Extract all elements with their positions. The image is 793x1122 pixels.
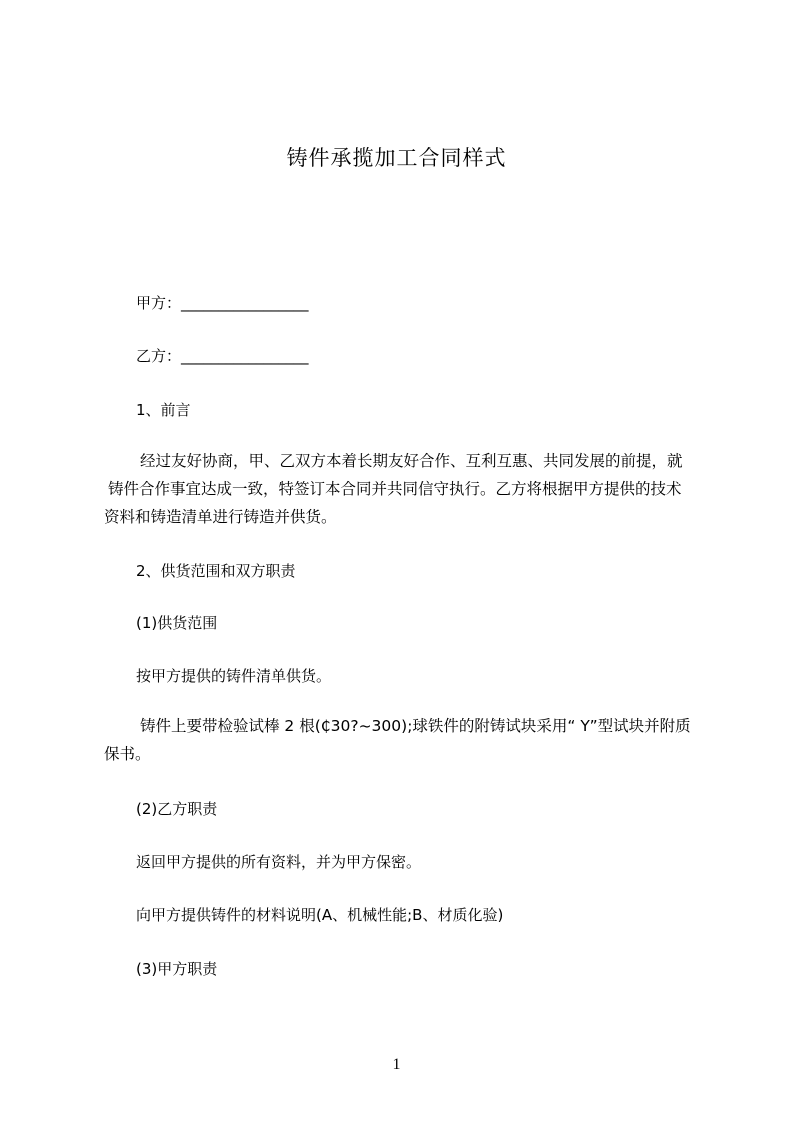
- paragraph-line: 铸件合作事宜达成一致，特签订本合同并共同信守执行。乙方将根据甲方提供的技术: [108, 480, 682, 498]
- party-b-duty-line-1: 返回甲方提供的所有资料，并为甲方保密。: [136, 853, 422, 871]
- page-number: 1: [392, 1056, 401, 1073]
- party-a-line: 甲方：_________________: [136, 294, 309, 312]
- party-b-duty-line-2: 向甲方提供铸件的材料说明(A、机械性能;B、材质化验): [136, 906, 504, 924]
- paragraph-line: 经过友好协商，甲、乙双方本着长期友好合作、互利互惠、共同发展的前提，就: [140, 452, 683, 470]
- section-1-heading: 1、前言: [136, 401, 191, 419]
- paragraph-line: 铸件上要带检验试棒 2 根(₵30?~300);球铁件的附铸试块采用“ Y”型试块并附质: [140, 717, 691, 735]
- subsection-1-heading: (1)供货范围: [136, 614, 218, 632]
- section-1-paragraph: [104, 447, 684, 531]
- document-title: 铸件承揽加工合同样式: [286, 146, 507, 170]
- supply-list-line: 按甲方提供的铸件清单供货。: [136, 667, 332, 685]
- paragraph-line: 资料和铸造清单进行铸造并供货。: [104, 508, 337, 526]
- subsection-3-heading: (3)甲方职责: [136, 960, 218, 978]
- paragraph-line: 保书。: [104, 745, 151, 763]
- subsection-2-heading: (2)乙方职责: [136, 800, 218, 818]
- test-bar-paragraph: [104, 712, 691, 768]
- party-b-line: 乙方：_________________: [136, 347, 309, 365]
- section-2-heading: 2、供货范围和双方职责: [136, 562, 296, 580]
